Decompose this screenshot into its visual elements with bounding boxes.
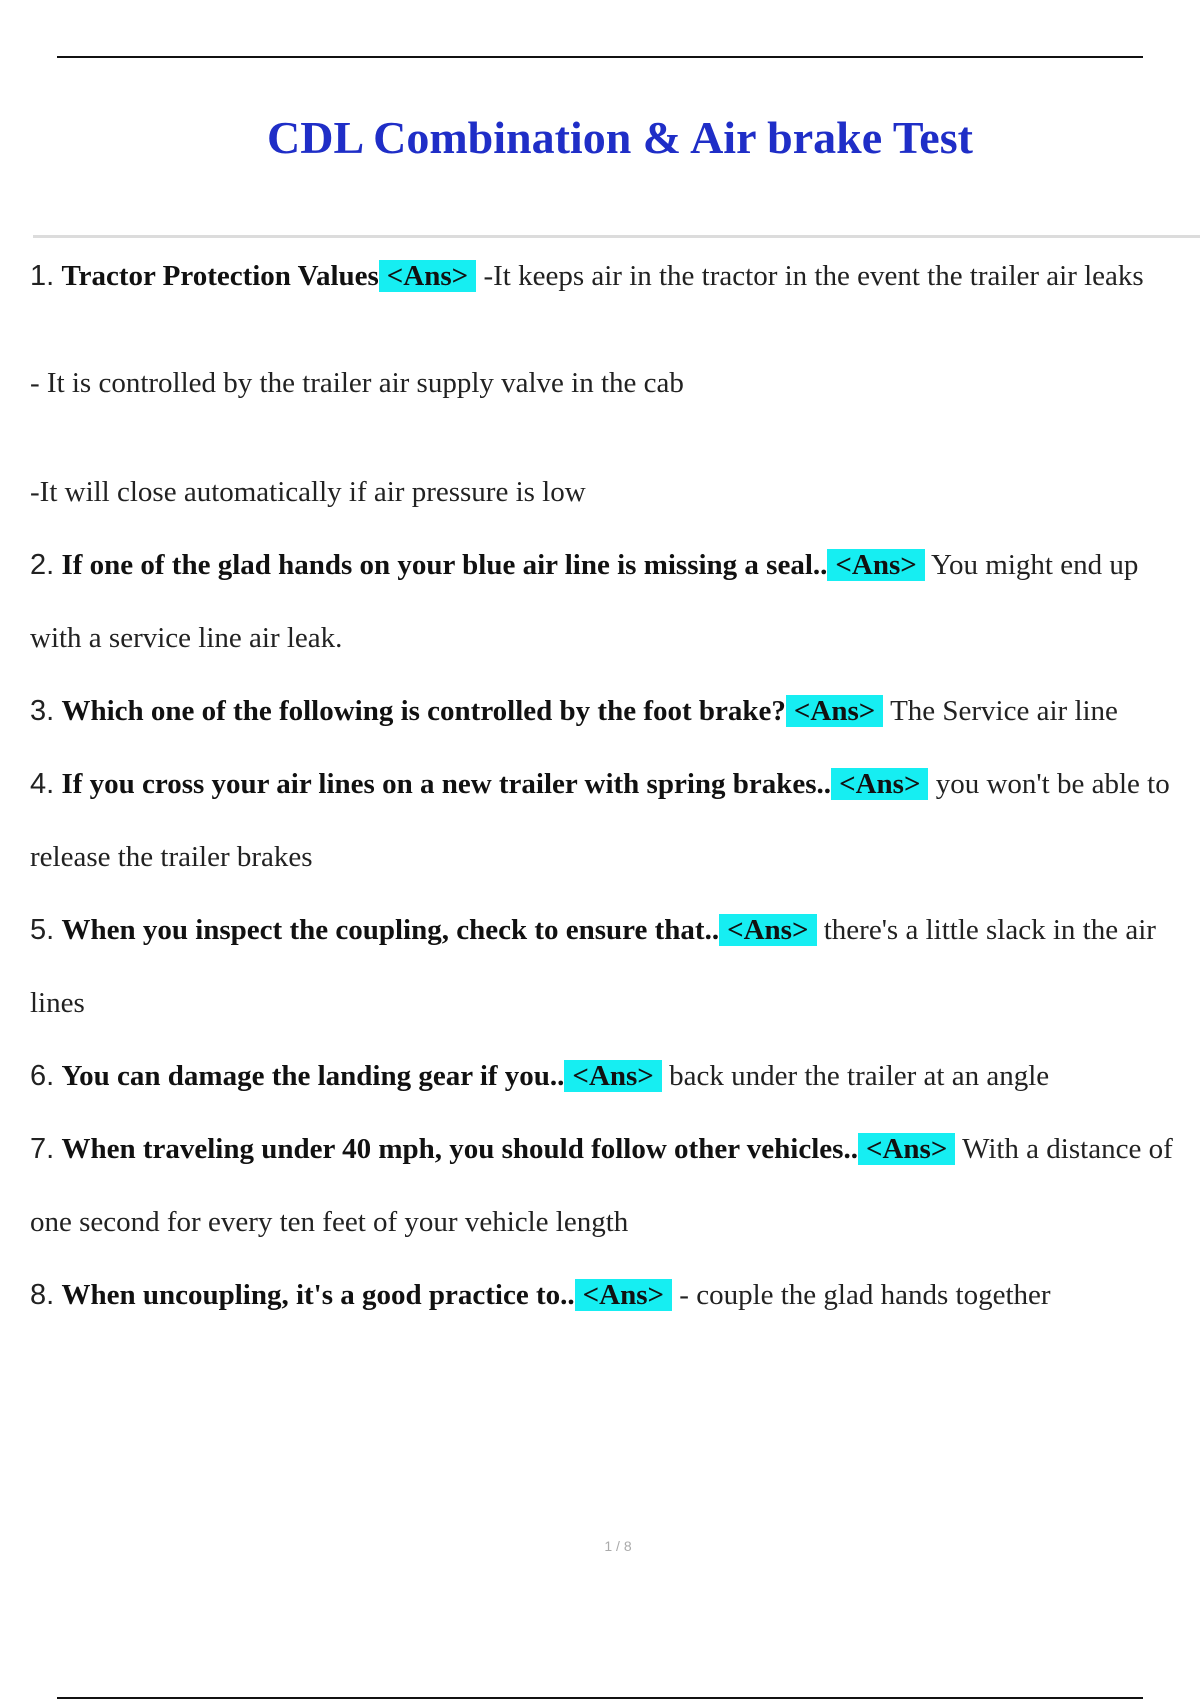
qa-number: 3. [30,695,55,727]
qa-answer: you won't be able to release the trailer brakes [30,768,1170,873]
qa-number: 6. [30,1060,55,1092]
qa-answer: -It keeps air in the tractor in the event the trailer air leaks [483,260,1144,292]
ans-tag: <Ans> [786,695,883,727]
qa-question: When you inspect the coupling, check to ensure that.. [61,914,720,946]
qa-item-7 [30,1113,1190,1259]
qa-number: 7. [30,1133,55,1165]
title-divider [33,235,1200,238]
qa-list [30,240,1190,1332]
ans-tag: <Ans> [858,1133,955,1165]
qa-item-6 [30,1040,1190,1113]
ans-tag: <Ans> [379,260,476,292]
ans-tag: <Ans> [564,1060,661,1092]
qa-question: If one of the glad hands on your blue air line is missing a seal.. [61,549,828,581]
qa-number: 1. [30,260,55,292]
qa-answer: - couple the glad hands together [679,1279,1051,1311]
qa-number: 8. [30,1279,55,1311]
qa-question: When uncoupling, it's a good practice to.. [61,1279,575,1311]
qa-number: 5. [30,914,55,946]
qa-item-2 [30,529,1190,675]
qa-item-1-extra-1: - It is controlled by the trailer air supply valve in the cab [30,367,684,399]
ans-tag: <Ans> [831,768,928,800]
bottom-rule [57,1697,1143,1699]
qa-question: You can damage the landing gear if you.. [61,1060,565,1092]
qa-item-1 [30,240,1190,313]
qa-question: Tractor Protection Values [61,260,379,292]
ans-tag: <Ans> [575,1279,672,1311]
qa-item-8 [30,1259,1190,1332]
qa-answer: You might end up with a service line air leak. [30,549,1139,654]
qa-item-5 [30,894,1190,1040]
qa-answer: there's a little slack in the air lines [30,914,1156,1019]
qa-item-1-extra-2: -It will close automatically if air pressure is low [30,476,586,508]
qa-answer: back under the trailer at an angle [669,1060,1050,1092]
qa-question: Which one of the following is controlled by the foot brake? [61,695,786,727]
qa-number: 4. [30,768,55,800]
qa-answer: With a distance of one second for every ten feet of your vehicle length [30,1133,1173,1238]
document-title: CDL Combination & Air brake Test [267,112,973,163]
qa-item-4 [30,748,1190,894]
qa-question: If you cross your air lines on a new trailer with spring brakes.. [61,768,832,800]
ans-tag: <Ans> [719,914,816,946]
top-rule [57,56,1143,58]
qa-item-3 [30,675,1190,748]
qa-number: 2. [30,549,55,581]
ans-tag: <Ans> [827,549,924,581]
page-number: 1 / 8 [604,1538,632,1554]
qa-question: When traveling under 40 mph, you should follow other vehicles.. [61,1133,858,1165]
qa-answer: The Service air line [890,695,1118,727]
